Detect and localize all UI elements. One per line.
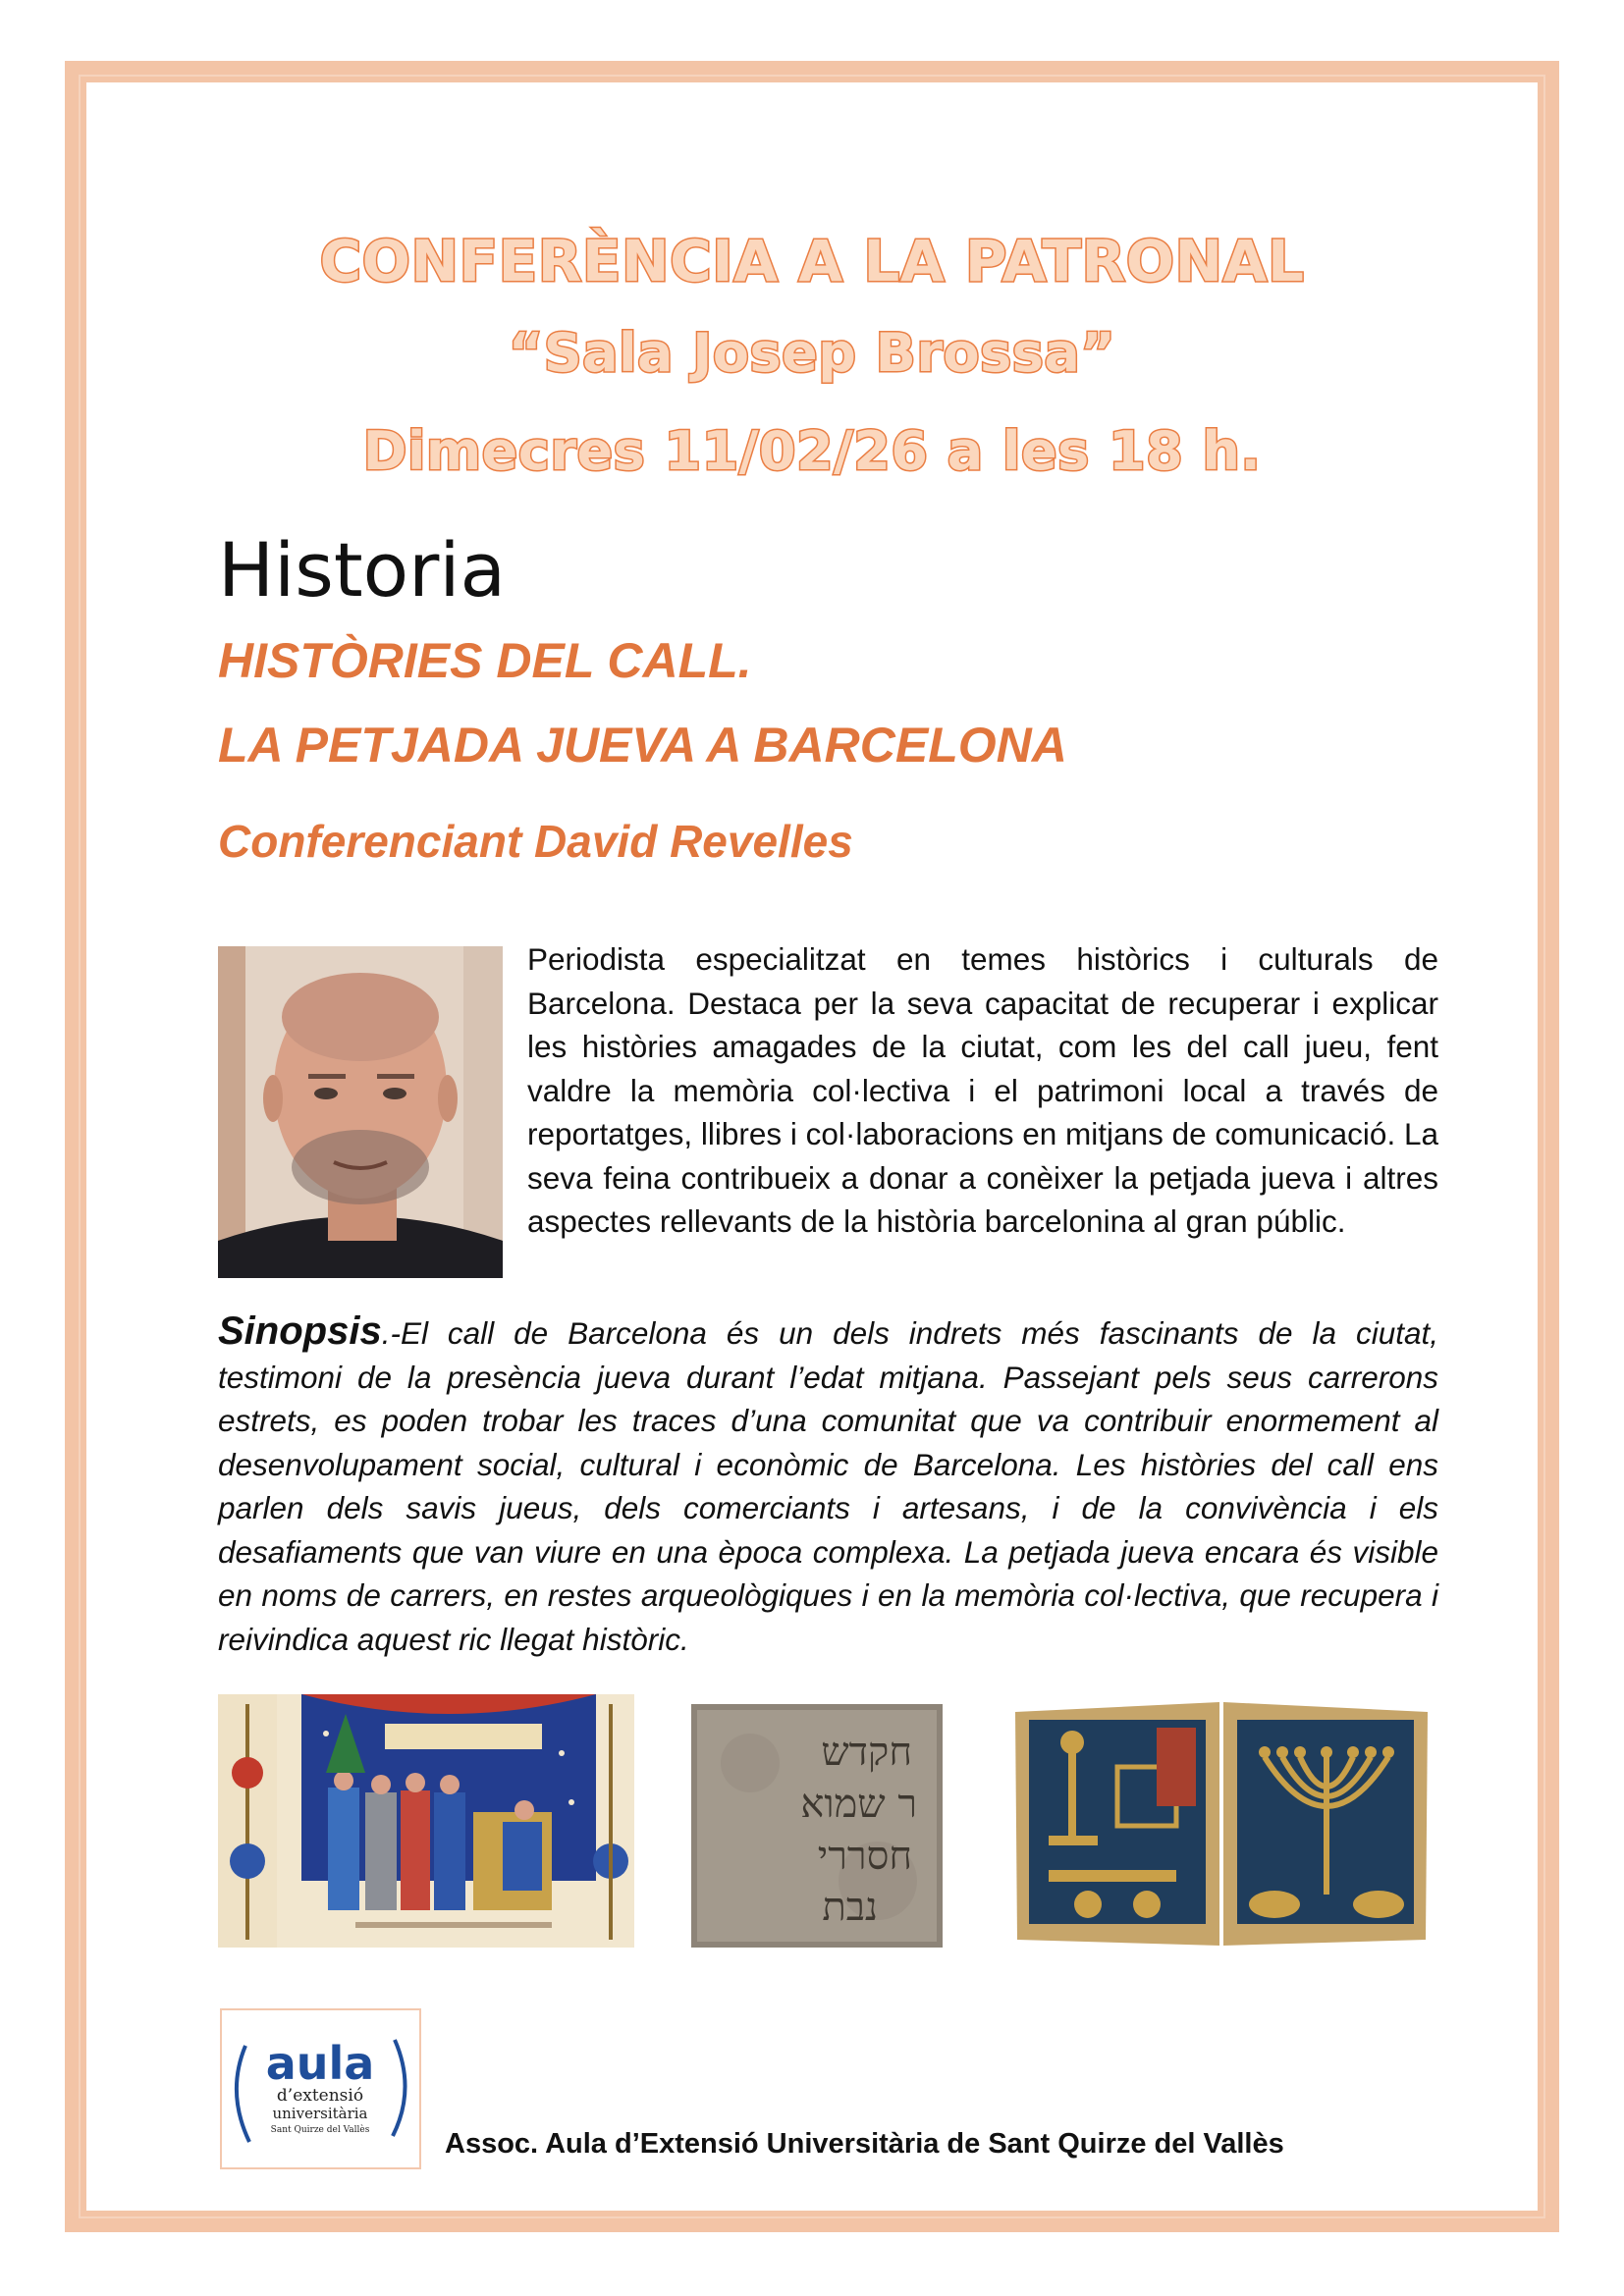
inscription-line-3: חסררי — [817, 1834, 912, 1879]
aula-logo — [220, 2008, 421, 2169]
event-title: CONFERÈNCIA A LA PATRONAL — [319, 228, 1305, 294]
synopsis-heading: Sinopsis — [218, 1309, 382, 1353]
inscription-line-1: חקדש — [821, 1730, 912, 1775]
category-heading: Historia — [218, 526, 507, 614]
logo-wordmark: aula — [265, 2037, 375, 2090]
synopsis-text: .-El call de Barcelona és un dels indrets més fascinants de la ciutat, testimoni de la presència jueva durant l’edat mitjana. Passejant pels seus carrerons estrets, es poden trobar les traces d’una comunitat que va contribuir enormement al desenvolupament social, cultural i econòmic de Barcelona. Les històries del call ens parlen dels savis jueus, dels comerciants i artesans, i de la convivència i els desafiaments que van viure en una època complexa. La petjada jueva encara és visible en noms de carrers, en restes arqueològiques i en la memòria col·lectiva, que recupera i reivindica aquest ric llegat històric. — [218, 1315, 1438, 1657]
illuminated-book-image — [1009, 1698, 1434, 1949]
synopsis-paragraph — [218, 1309, 1438, 1661]
logo-line2: universitària — [272, 2105, 368, 2122]
footer-association: Assoc. Aula d’Extensió Universitària de Sant Quirze del Vallès — [445, 2128, 1284, 2160]
logo-line1: d’extensió — [276, 2086, 364, 2106]
speaker-photo — [218, 946, 503, 1278]
illuminated-manuscript-image — [218, 1694, 634, 1948]
speaker-name: Conferenciant David Revelles — [218, 816, 853, 867]
talk-title-line2: LA PETJADA JUEVA A BARCELONA — [218, 718, 1067, 773]
hebrew-inscription-stone-image — [691, 1704, 943, 1948]
event-venue: “Sala Josep Brossa” — [508, 322, 1116, 384]
talk-title-line1: HISTÒRIES DEL CALL. — [218, 633, 752, 688]
event-date-time: Dimecres 11/02/26 a les 18 h. — [362, 420, 1262, 482]
speaker-bio: Periodista especialitzat en temes històrics i culturals de Barcelona. Destaca per la seva capacitat de recuperar i explicar les històries amagades de la ciutat, com les del call jueu, fent valdre la memòria col·lectiva i el patrimoni local a través de reportatges, llibres i col·laboracions en mitjans de comunicació. La seva feina contribueix a donar a conèixer la petjada jueva i altres aspectes rellevants de la història barcelonina al gran públic. — [527, 941, 1438, 1239]
inscription-line-4: נבת — [822, 1885, 878, 1930]
logo-line3: Sant Quirze del Vallès — [270, 2125, 370, 2135]
inscription-line-2: ר שמוא — [800, 1782, 917, 1827]
